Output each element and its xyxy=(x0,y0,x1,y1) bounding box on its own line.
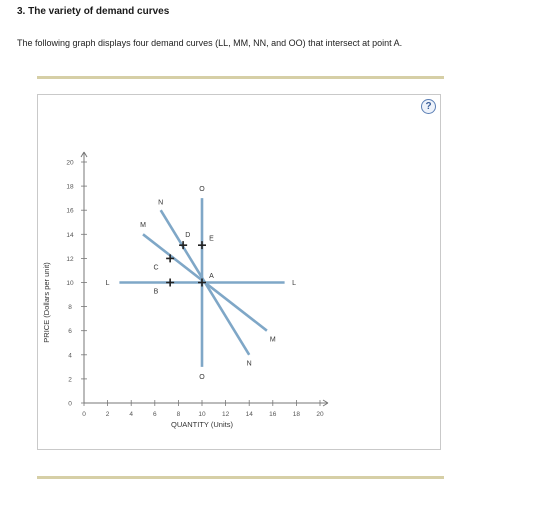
point-label-a: A xyxy=(209,272,214,280)
y-tick-label: 2 xyxy=(68,376,72,384)
x-tick-label: 18 xyxy=(292,411,301,418)
point-label-e: E xyxy=(209,235,214,243)
x-tick-label: 20 xyxy=(316,411,324,418)
point-marker-b xyxy=(166,279,174,287)
x-tick-label: 14 xyxy=(245,411,253,418)
y-tick-label: 14 xyxy=(66,231,74,239)
x-axis-title: QUANTITY (Units) xyxy=(171,420,233,429)
point-marker-a xyxy=(198,279,206,287)
x-tick-label: 4 xyxy=(129,411,134,418)
y-tick-label: 16 xyxy=(66,207,74,215)
y-tick-label: 4 xyxy=(68,352,72,360)
x-tick-label: 6 xyxy=(152,411,157,418)
y-tick-label: 8 xyxy=(68,304,72,312)
curve-label-oo: O xyxy=(199,373,205,381)
point-label-b: B xyxy=(153,288,159,296)
curve-label-mm: M xyxy=(140,222,146,230)
y-tick-label: 10 xyxy=(66,280,74,287)
y-axis-title: PRICE (Dollars per unit) xyxy=(42,262,51,343)
curve-label-oo: O xyxy=(199,186,205,194)
curve-label-ll: L xyxy=(105,280,110,287)
y-tick-label: 12 xyxy=(66,255,74,263)
point-marker-c xyxy=(166,254,174,262)
x-tick-label: 8 xyxy=(176,411,181,418)
help-icon[interactable]: ? xyxy=(421,99,436,114)
x-tick-label: 16 xyxy=(269,411,277,418)
x-tick-label: 2 xyxy=(105,411,110,418)
point-label-d: D xyxy=(185,231,191,239)
x-tick-label: 0 xyxy=(82,411,86,418)
question-description: The following graph displays four demand curves (LL, MM, NN, and OO) that intersect at point A. xyxy=(17,38,403,48)
point-marker-e xyxy=(198,241,206,249)
y-tick-label: 18 xyxy=(66,183,74,191)
y-tick-label: 0 xyxy=(68,400,72,408)
y-tick-label: 6 xyxy=(68,328,72,336)
curve-label-ll: L xyxy=(292,280,296,287)
curve-label-nn: N xyxy=(158,199,164,207)
curve-label-mm: M xyxy=(269,336,276,344)
x-tick-label: 12 xyxy=(221,411,230,418)
curve-label-nn: N xyxy=(246,360,252,368)
y-tick-label: 20 xyxy=(66,159,74,167)
question-title: 3. The variety of demand curves xyxy=(17,6,170,17)
point-label-c: C xyxy=(153,264,159,272)
x-tick-label: 10 xyxy=(198,411,206,418)
